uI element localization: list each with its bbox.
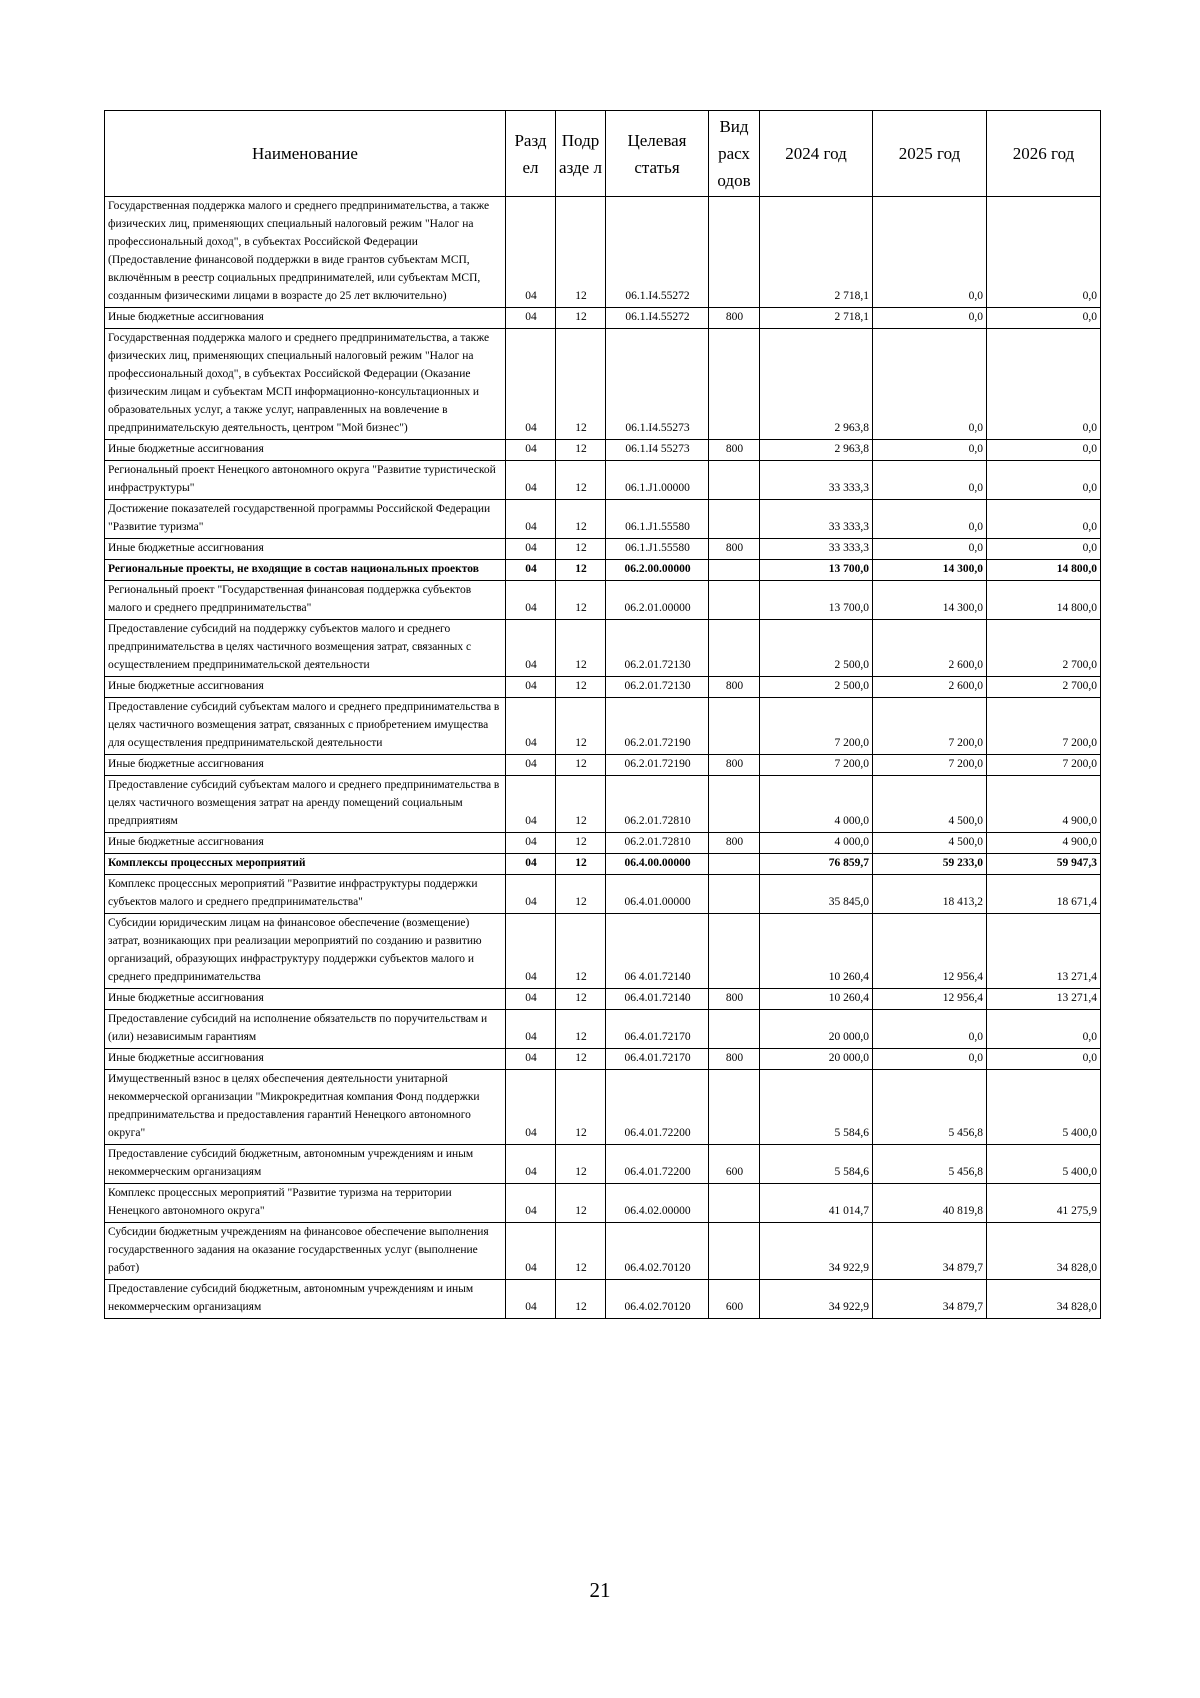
cell-subsection: 12 <box>556 1010 606 1049</box>
cell-section: 04 <box>506 539 556 560</box>
cell-name: Субсидии бюджетным учреждениям на финансовое обеспечение выполнения государственного задания на оказание государственных услуг (выполнение работ) <box>105 1223 506 1280</box>
cell-target-article: 06.2.01.72190 <box>606 698 709 755</box>
cell-name: Комплекс процессных мероприятий "Развитие туризма на территории Ненецкого автономного округа" <box>105 1184 506 1223</box>
cell-name: Субсидии юридическим лицам на финансовое обеспечение (возмещение) затрат, возникающих при реализации мероприятий по созданию и развитию организаций, образующих инфраструктуру поддержки субъектов малого и среднего предпринимательства <box>105 914 506 989</box>
table-row <box>105 677 1101 698</box>
cell-section: 04 <box>506 914 556 989</box>
cell-subsection: 12 <box>556 1280 606 1319</box>
cell-target-article: 06.1.I4.55273 <box>606 329 709 440</box>
cell-expense-kind: 800 <box>709 833 760 854</box>
table-row <box>105 581 1101 620</box>
cell-section: 04 <box>506 854 556 875</box>
header-year-2026: 2026 год <box>987 111 1101 197</box>
table-row <box>105 620 1101 677</box>
cell-name: Предоставление субсидий субъектам малого и среднего предпринимательства в целях частичного возмещения затрат на аренду помещений социальным предприятиям <box>105 776 506 833</box>
table-row <box>105 833 1101 854</box>
header-section: Разд ел <box>506 111 556 197</box>
header-year-2025: 2025 год <box>873 111 987 197</box>
cell-amount-2024: 2 718,1 <box>760 197 873 308</box>
cell-section: 04 <box>506 581 556 620</box>
cell-section: 04 <box>506 1010 556 1049</box>
cell-subsection: 12 <box>556 914 606 989</box>
cell-amount-2024: 2 500,0 <box>760 677 873 698</box>
cell-name: Иные бюджетные ассигнования <box>105 539 506 560</box>
cell-amount-2024: 10 260,4 <box>760 914 873 989</box>
cell-expense-kind <box>709 197 760 308</box>
cell-expense-kind: 800 <box>709 308 760 329</box>
cell-amount-2026: 14 800,0 <box>987 581 1101 620</box>
cell-amount-2024: 35 845,0 <box>760 875 873 914</box>
cell-target-article: 06.4.02.70120 <box>606 1280 709 1319</box>
table-row <box>105 1070 1101 1145</box>
cell-amount-2026: 0,0 <box>987 440 1101 461</box>
table-row <box>105 1049 1101 1070</box>
cell-target-article: 06.4.02.00000 <box>606 1184 709 1223</box>
cell-amount-2026: 0,0 <box>987 308 1101 329</box>
cell-expense-kind: 800 <box>709 677 760 698</box>
cell-target-article: 06 4.01.72140 <box>606 914 709 989</box>
table-row <box>105 308 1101 329</box>
table-row <box>105 755 1101 776</box>
cell-amount-2024: 33 333,3 <box>760 461 873 500</box>
table-row <box>105 1223 1101 1280</box>
cell-subsection: 12 <box>556 197 606 308</box>
table-row <box>105 914 1101 989</box>
cell-name: Предоставление субсидий на исполнение обязательств по поручительствам и (или) независимым гарантиям <box>105 1010 506 1049</box>
cell-target-article: 06.1.J1.00000 <box>606 461 709 500</box>
cell-amount-2025: 0,0 <box>873 500 987 539</box>
cell-amount-2025: 18 413,2 <box>873 875 987 914</box>
header-expense-kind: Вид расх одов <box>709 111 760 197</box>
cell-name: Государственная поддержка малого и среднего предпринимательства, а также физических лиц, применяющих специальный налоговый режим "Налог на профессиональный доход", в субъектах Российской Федерации (Оказание физическим лицам и субъектам МСП информационно-консультационных и образовательных услуг, а также услуг, направленных на вовлечение в предпринимательскую деятельность, центром "Мой бизнес") <box>105 329 506 440</box>
cell-amount-2025: 0,0 <box>873 329 987 440</box>
table-row <box>105 875 1101 914</box>
cell-amount-2025: 40 819,8 <box>873 1184 987 1223</box>
cell-amount-2026: 2 700,0 <box>987 677 1101 698</box>
table-row <box>105 539 1101 560</box>
cell-amount-2025: 34 879,7 <box>873 1223 987 1280</box>
table-row <box>105 1010 1101 1049</box>
cell-name: Комплексы процессных мероприятий <box>105 854 506 875</box>
table-row <box>105 1145 1101 1184</box>
cell-amount-2026: 0,0 <box>987 1010 1101 1049</box>
cell-expense-kind <box>709 914 760 989</box>
cell-amount-2025: 0,0 <box>873 1010 987 1049</box>
cell-target-article: 06.2.01.72130 <box>606 620 709 677</box>
cell-target-article: 06.4.01.72200 <box>606 1070 709 1145</box>
cell-amount-2026: 34 828,0 <box>987 1223 1101 1280</box>
cell-subsection: 12 <box>556 1223 606 1280</box>
cell-name: Региональный проект Ненецкого автономного округа "Развитие туристической инфраструктуры" <box>105 461 506 500</box>
cell-amount-2024: 2 718,1 <box>760 308 873 329</box>
cell-subsection: 12 <box>556 308 606 329</box>
cell-amount-2026: 4 900,0 <box>987 833 1101 854</box>
cell-amount-2026: 41 275,9 <box>987 1184 1101 1223</box>
cell-expense-kind: 800 <box>709 539 760 560</box>
cell-amount-2025: 2 600,0 <box>873 620 987 677</box>
cell-expense-kind: 800 <box>709 755 760 776</box>
cell-target-article: 06.2.01.72130 <box>606 677 709 698</box>
cell-amount-2024: 41 014,7 <box>760 1184 873 1223</box>
cell-amount-2024: 33 333,3 <box>760 539 873 560</box>
cell-target-article: 06.4.00.00000 <box>606 854 709 875</box>
cell-expense-kind <box>709 1010 760 1049</box>
cell-name: Иные бюджетные ассигнования <box>105 440 506 461</box>
table-row <box>105 440 1101 461</box>
cell-amount-2026: 0,0 <box>987 1049 1101 1070</box>
cell-amount-2026: 0,0 <box>987 197 1101 308</box>
cell-subsection: 12 <box>556 500 606 539</box>
cell-amount-2026: 7 200,0 <box>987 755 1101 776</box>
budget-table <box>104 110 1101 1319</box>
cell-amount-2025: 0,0 <box>873 308 987 329</box>
table-row <box>105 500 1101 539</box>
cell-amount-2026: 14 800,0 <box>987 560 1101 581</box>
cell-section: 04 <box>506 1223 556 1280</box>
cell-name: Иные бюджетные ассигнования <box>105 1049 506 1070</box>
cell-amount-2025: 7 200,0 <box>873 755 987 776</box>
cell-amount-2026: 0,0 <box>987 329 1101 440</box>
table-row <box>105 854 1101 875</box>
cell-target-article: 06.1.I4.55272 <box>606 308 709 329</box>
cell-amount-2025: 14 300,0 <box>873 581 987 620</box>
cell-expense-kind: 800 <box>709 440 760 461</box>
cell-amount-2026: 0,0 <box>987 500 1101 539</box>
cell-subsection: 12 <box>556 560 606 581</box>
table-row <box>105 560 1101 581</box>
cell-subsection: 12 <box>556 1145 606 1184</box>
cell-section: 04 <box>506 1070 556 1145</box>
cell-name: Иные бюджетные ассигнования <box>105 989 506 1010</box>
cell-amount-2026: 4 900,0 <box>987 776 1101 833</box>
header-subsection: Подр азде л <box>556 111 606 197</box>
cell-amount-2024: 7 200,0 <box>760 698 873 755</box>
cell-target-article: 06.1.J1.55580 <box>606 539 709 560</box>
cell-subsection: 12 <box>556 1049 606 1070</box>
cell-name: Иные бюджетные ассигнования <box>105 833 506 854</box>
cell-amount-2026: 7 200,0 <box>987 698 1101 755</box>
cell-name: Предоставление субсидий на поддержку субъектов малого и среднего предпринимательства в целях частичного возмещения затрат, связанных с осуществлением предпринимательской деятельности <box>105 620 506 677</box>
cell-name: Региональные проекты, не входящие в состав национальных проектов <box>105 560 506 581</box>
cell-name: Комплекс процессных мероприятий "Развитие инфраструктуры поддержки субъектов малого и среднего предпринимательства" <box>105 875 506 914</box>
cell-expense-kind: 800 <box>709 989 760 1010</box>
cell-name: Региональный проект "Государственная финансовая поддержка субъектов малого и среднего предпринимательства" <box>105 581 506 620</box>
cell-section: 04 <box>506 500 556 539</box>
cell-amount-2025: 0,0 <box>873 539 987 560</box>
header-name: Наименование <box>105 111 506 197</box>
cell-target-article: 06.4.02.70120 <box>606 1223 709 1280</box>
cell-subsection: 12 <box>556 677 606 698</box>
cell-subsection: 12 <box>556 461 606 500</box>
cell-amount-2025: 12 956,4 <box>873 914 987 989</box>
cell-amount-2024: 33 333,3 <box>760 500 873 539</box>
cell-expense-kind <box>709 1223 760 1280</box>
cell-section: 04 <box>506 1145 556 1184</box>
cell-amount-2024: 5 584,6 <box>760 1070 873 1145</box>
cell-amount-2025: 34 879,7 <box>873 1280 987 1319</box>
cell-subsection: 12 <box>556 875 606 914</box>
cell-target-article: 06.2.01.72810 <box>606 776 709 833</box>
cell-amount-2024: 2 963,8 <box>760 440 873 461</box>
cell-name: Иные бюджетные ассигнования <box>105 677 506 698</box>
table-row <box>105 197 1101 308</box>
cell-expense-kind <box>709 620 760 677</box>
cell-amount-2024: 20 000,0 <box>760 1049 873 1070</box>
cell-target-article: 06.2.00.00000 <box>606 560 709 581</box>
table-row <box>105 1184 1101 1223</box>
cell-target-article: 06.4.01.72200 <box>606 1145 709 1184</box>
cell-subsection: 12 <box>556 833 606 854</box>
table-row <box>105 776 1101 833</box>
cell-amount-2025: 14 300,0 <box>873 560 987 581</box>
cell-name: Государственная поддержка малого и среднего предпринимательства, а также физических лиц, применяющих специальный налоговый режим "Налог на профессиональный доход", в субъектах Российской Федерации (Предоставление финансовой поддержки в виде грантов субъектам МСП, включённым в реестр социальных предпринимателей, или субъектам МСП, созданным физическими лицами в возрасте до 25 лет включительно) <box>105 197 506 308</box>
cell-subsection: 12 <box>556 755 606 776</box>
cell-section: 04 <box>506 1280 556 1319</box>
cell-section: 04 <box>506 989 556 1010</box>
cell-amount-2025: 4 500,0 <box>873 833 987 854</box>
cell-section: 04 <box>506 440 556 461</box>
cell-subsection: 12 <box>556 539 606 560</box>
cell-expense-kind <box>709 581 760 620</box>
table-row <box>105 989 1101 1010</box>
cell-name: Иные бюджетные ассигнования <box>105 755 506 776</box>
cell-subsection: 12 <box>556 329 606 440</box>
cell-amount-2026: 5 400,0 <box>987 1145 1101 1184</box>
cell-amount-2024: 5 584,6 <box>760 1145 873 1184</box>
cell-amount-2026: 0,0 <box>987 461 1101 500</box>
cell-name: Иные бюджетные ассигнования <box>105 308 506 329</box>
cell-subsection: 12 <box>556 1184 606 1223</box>
cell-subsection: 12 <box>556 989 606 1010</box>
cell-section: 04 <box>506 329 556 440</box>
cell-section: 04 <box>506 755 556 776</box>
cell-target-article: 06.2.01.00000 <box>606 581 709 620</box>
cell-amount-2026: 13 271,4 <box>987 989 1101 1010</box>
cell-amount-2024: 34 922,9 <box>760 1280 873 1319</box>
cell-subsection: 12 <box>556 854 606 875</box>
cell-section: 04 <box>506 620 556 677</box>
cell-expense-kind <box>709 1070 760 1145</box>
table-header <box>105 111 1101 197</box>
cell-expense-kind <box>709 1184 760 1223</box>
cell-subsection: 12 <box>556 440 606 461</box>
cell-amount-2024: 20 000,0 <box>760 1010 873 1049</box>
cell-subsection: 12 <box>556 581 606 620</box>
header-target-article: Целевая статья <box>606 111 709 197</box>
cell-section: 04 <box>506 875 556 914</box>
cell-section: 04 <box>506 833 556 854</box>
cell-amount-2024: 76 859,7 <box>760 854 873 875</box>
cell-expense-kind <box>709 461 760 500</box>
cell-expense-kind <box>709 875 760 914</box>
cell-target-article: 06.2.01.72810 <box>606 833 709 854</box>
cell-amount-2026: 13 271,4 <box>987 914 1101 989</box>
cell-subsection: 12 <box>556 698 606 755</box>
cell-expense-kind: 800 <box>709 1049 760 1070</box>
cell-subsection: 12 <box>556 776 606 833</box>
cell-amount-2024: 34 922,9 <box>760 1223 873 1280</box>
cell-amount-2025: 12 956,4 <box>873 989 987 1010</box>
cell-expense-kind <box>709 500 760 539</box>
cell-amount-2025: 0,0 <box>873 440 987 461</box>
cell-amount-2026: 2 700,0 <box>987 620 1101 677</box>
cell-section: 04 <box>506 308 556 329</box>
cell-target-article: 06.4.01.72170 <box>606 1049 709 1070</box>
cell-amount-2026: 0,0 <box>987 539 1101 560</box>
table-body <box>105 197 1101 1319</box>
cell-amount-2026: 34 828,0 <box>987 1280 1101 1319</box>
cell-amount-2024: 2 500,0 <box>760 620 873 677</box>
cell-target-article: 06.4.01.72170 <box>606 1010 709 1049</box>
cell-expense-kind <box>709 776 760 833</box>
cell-expense-kind <box>709 560 760 581</box>
cell-amount-2025: 59 233,0 <box>873 854 987 875</box>
cell-amount-2024: 13 700,0 <box>760 560 873 581</box>
cell-section: 04 <box>506 1184 556 1223</box>
cell-amount-2024: 7 200,0 <box>760 755 873 776</box>
cell-amount-2025: 0,0 <box>873 461 987 500</box>
cell-target-article: 06.4.01.00000 <box>606 875 709 914</box>
cell-name: Достижение показателей государственной программы Российской Федерации "Развитие туризма" <box>105 500 506 539</box>
cell-amount-2025: 4 500,0 <box>873 776 987 833</box>
cell-name: Имущественный взнос в целях обеспечения деятельности унитарной некоммерческой организации "Микрокредитная компания Фонд поддержки предпринимательства и предоставления гарантий Ненецкого автономного округа" <box>105 1070 506 1145</box>
cell-expense-kind <box>709 329 760 440</box>
cell-subsection: 12 <box>556 620 606 677</box>
header-year-2024: 2024 год <box>760 111 873 197</box>
cell-target-article: 06.2.01.72190 <box>606 755 709 776</box>
cell-amount-2025: 5 456,8 <box>873 1145 987 1184</box>
cell-name: Предоставление субсидий субъектам малого и среднего предпринимательства в целях частичного возмещения затрат, связанных с приобретением имущества для осуществления предпринимательской деятельности <box>105 698 506 755</box>
table-row <box>105 329 1101 440</box>
cell-target-article: 06.1.J1.55580 <box>606 500 709 539</box>
cell-section: 04 <box>506 1049 556 1070</box>
cell-expense-kind: 600 <box>709 1280 760 1319</box>
cell-amount-2024: 13 700,0 <box>760 581 873 620</box>
cell-amount-2025: 5 456,8 <box>873 1070 987 1145</box>
cell-section: 04 <box>506 677 556 698</box>
cell-amount-2024: 10 260,4 <box>760 989 873 1010</box>
cell-section: 04 <box>506 698 556 755</box>
cell-name: Предоставление субсидий бюджетным, автономным учреждениям и иным некоммерческим организациям <box>105 1145 506 1184</box>
cell-name: Предоставление субсидий бюджетным, автономным учреждениям и иным некоммерческим организациям <box>105 1280 506 1319</box>
table-row <box>105 461 1101 500</box>
cell-amount-2024: 4 000,0 <box>760 833 873 854</box>
cell-amount-2025: 7 200,0 <box>873 698 987 755</box>
cell-section: 04 <box>506 560 556 581</box>
cell-expense-kind: 600 <box>709 1145 760 1184</box>
cell-subsection: 12 <box>556 1070 606 1145</box>
cell-expense-kind <box>709 854 760 875</box>
cell-amount-2024: 4 000,0 <box>760 776 873 833</box>
cell-amount-2025: 2 600,0 <box>873 677 987 698</box>
cell-section: 04 <box>506 197 556 308</box>
table-row <box>105 698 1101 755</box>
cell-target-article: 06.4.01.72140 <box>606 989 709 1010</box>
cell-expense-kind <box>709 698 760 755</box>
cell-amount-2025: 0,0 <box>873 1049 987 1070</box>
cell-target-article: 06.1.I4.55272 <box>606 197 709 308</box>
cell-amount-2026: 5 400,0 <box>987 1070 1101 1145</box>
cell-amount-2026: 18 671,4 <box>987 875 1101 914</box>
page-number: 21 <box>589 1578 611 1602</box>
cell-section: 04 <box>506 776 556 833</box>
cell-amount-2026: 59 947,3 <box>987 854 1101 875</box>
cell-section: 04 <box>506 461 556 500</box>
cell-amount-2024: 2 963,8 <box>760 329 873 440</box>
cell-target-article: 06.1.I4 55273 <box>606 440 709 461</box>
table-row <box>105 1280 1101 1319</box>
cell-amount-2025: 0,0 <box>873 197 987 308</box>
